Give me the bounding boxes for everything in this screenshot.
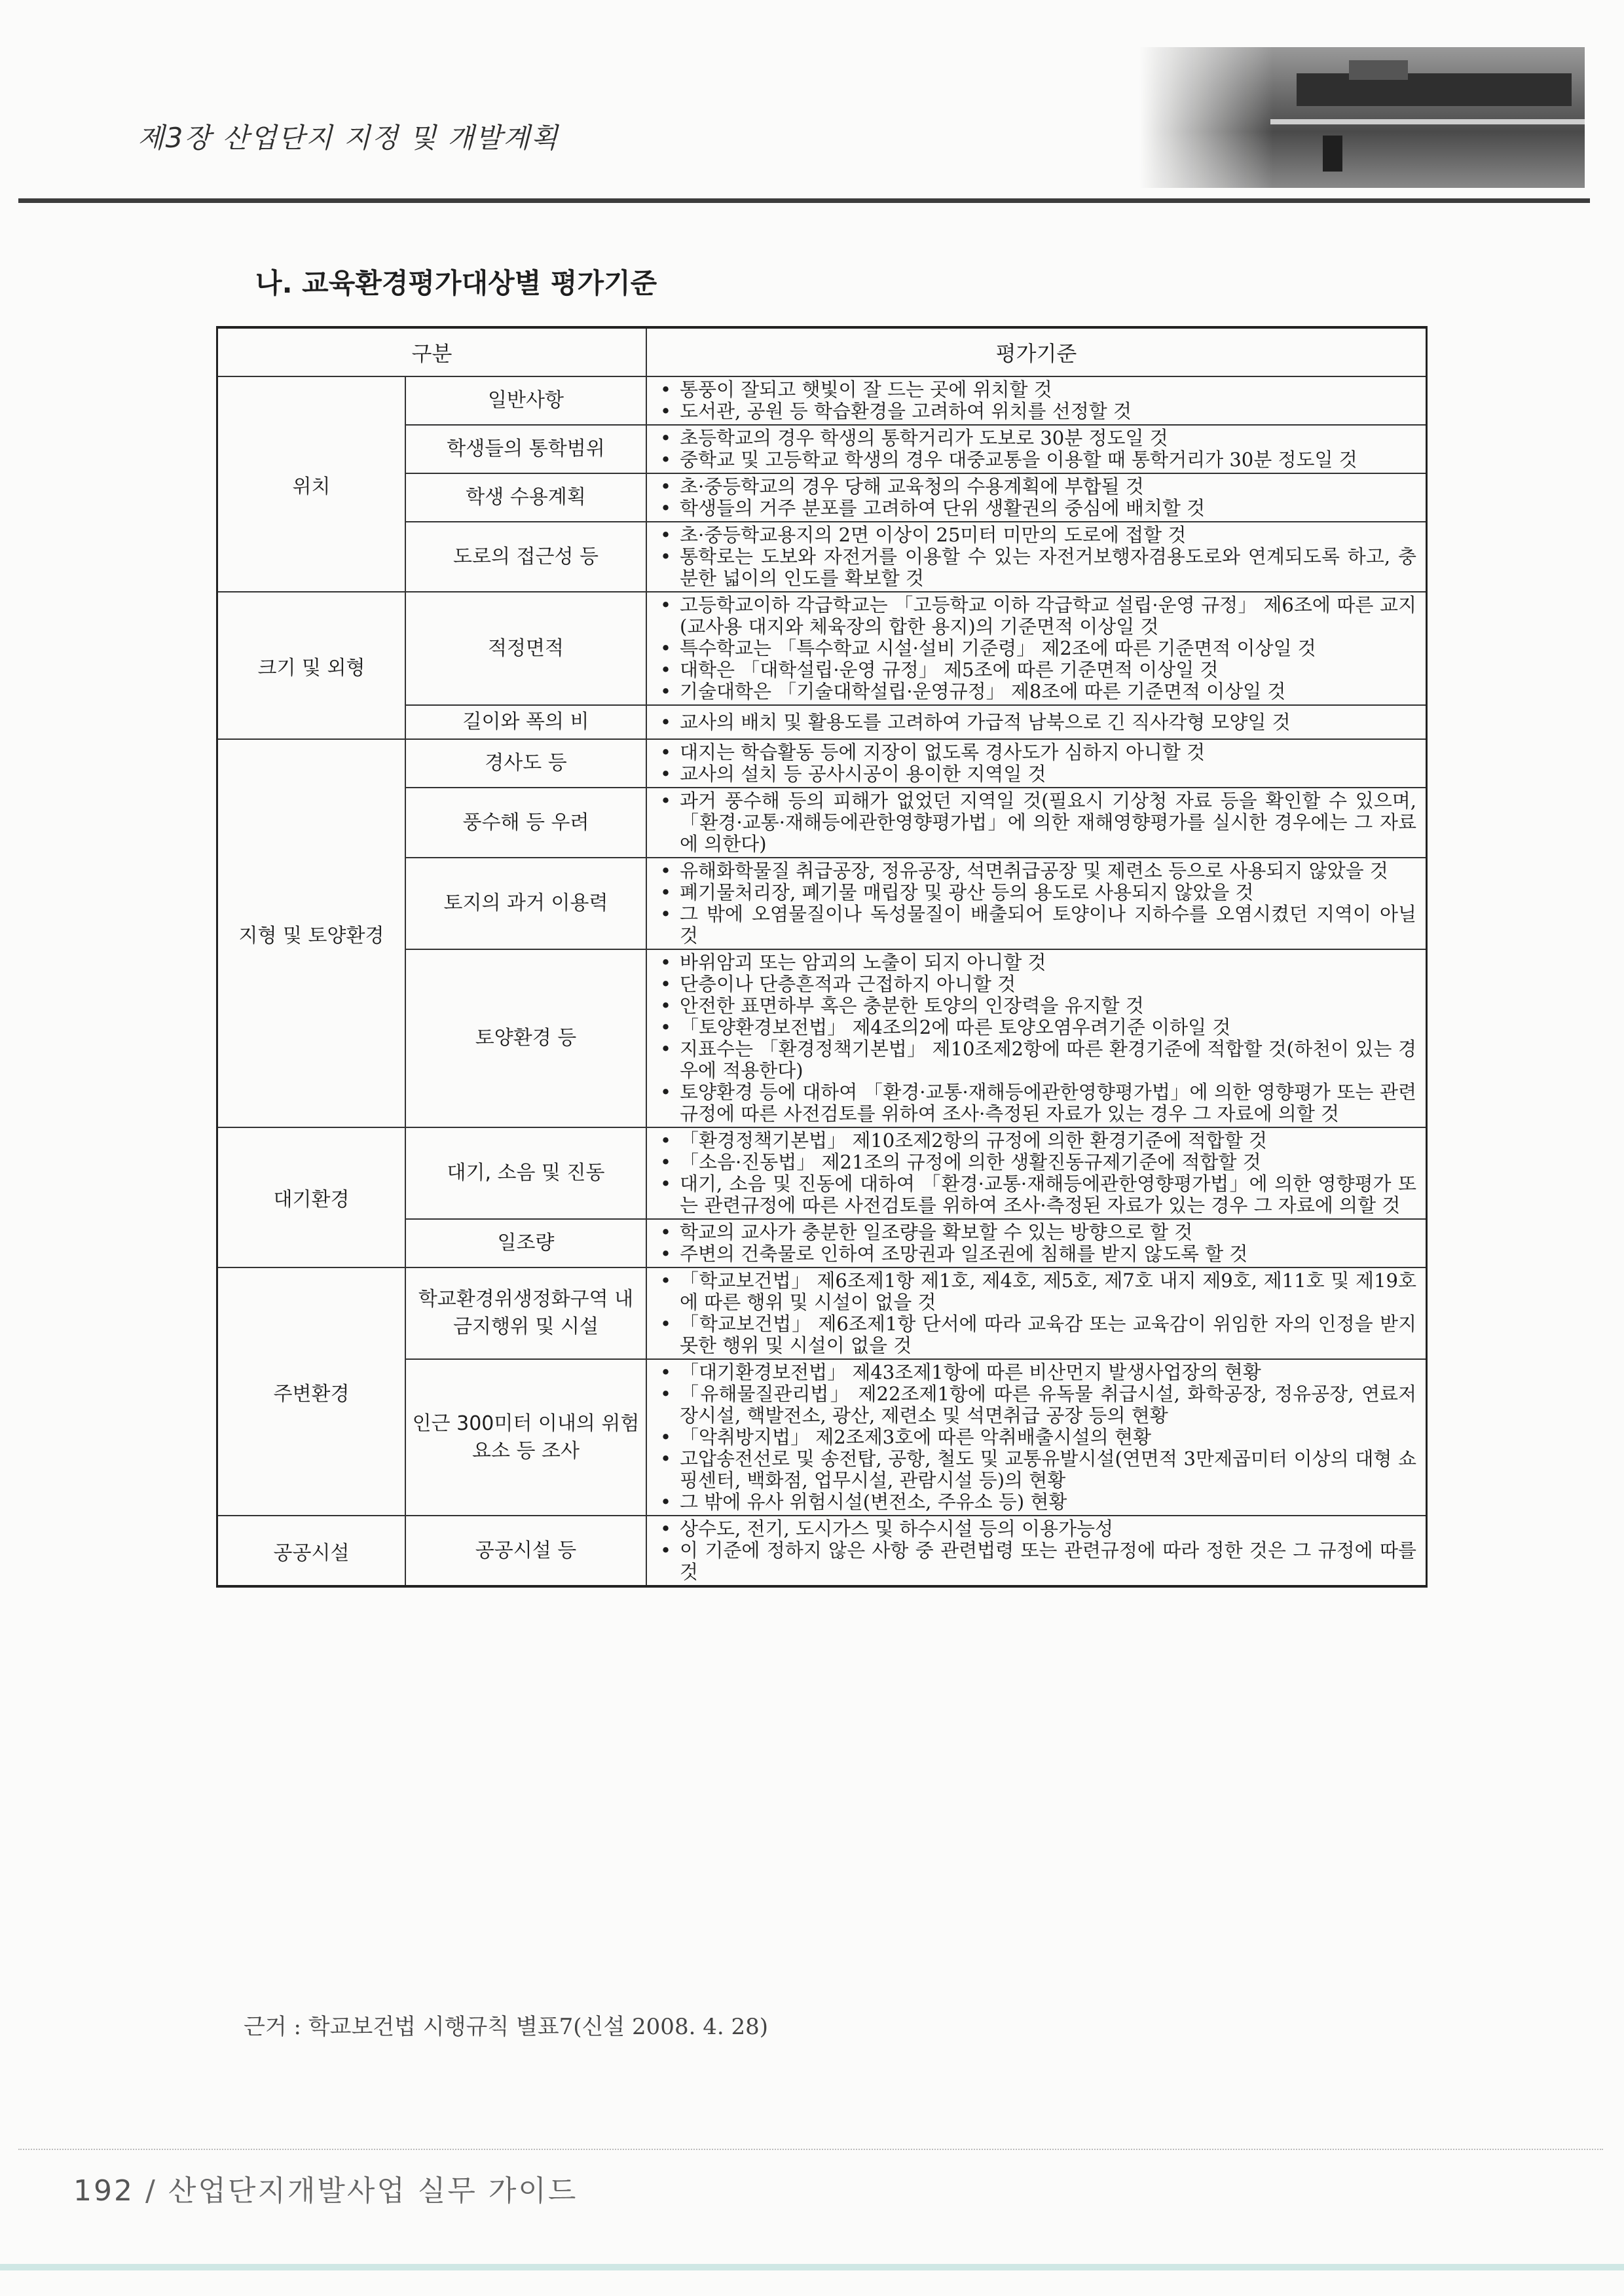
criteria-cell [646, 522, 1427, 592]
column-header-category: 구분 [217, 327, 647, 376]
category-cell: 지형 및 토양환경 [217, 739, 406, 1127]
category-cell: 대기환경 [217, 1127, 406, 1267]
criteria-item: • 교사의 배치 및 활용도를 고려하여 가급적 남북으로 긴 직사각형 모양일 것 [656, 712, 1416, 733]
criteria-item: • 과거 풍수해 등의 피해가 없었던 지역일 것(필요시 기상청 자료 등을 확인할 수 있으며, 「환경·교통·재해등에관한영향평가법」에 의한 재해영향평가를 실시한 경우에는 그 자료에 의한다) [656, 790, 1416, 855]
criteria-cell [646, 1516, 1427, 1586]
criteria-item: • 교사의 설치 등 공사시공이 용이한 지역일 것 [656, 763, 1416, 785]
subcategory-cell: 풍수해 등 우려 [405, 788, 646, 858]
criteria-item: • 통풍이 잘되고 햇빛이 잘 드는 곳에 위치할 것 [656, 379, 1416, 401]
column-header-criteria: 평가기준 [646, 327, 1427, 376]
subcategory-cell: 일반사항 [405, 376, 646, 425]
criteria-cell [646, 705, 1427, 739]
section-title: 나. 교육환경평가대상별 평가기준 [255, 267, 657, 299]
criteria-item: • 바위암괴 또는 암괴의 노출이 되지 아니할 것 [656, 952, 1416, 974]
criteria-item: • 학교의 교사가 충분한 일조량을 확보할 수 있는 방향으로 할 것 [656, 1222, 1416, 1243]
criteria-item: • 기술대학은 「기술대학설립·운영규정」 제8조에 따른 기준면적 이상일 것 [656, 681, 1416, 702]
criteria-item: • 주변의 건축물로 인하여 조망권과 일조권에 침해를 받지 않도록 할 것 [656, 1243, 1416, 1265]
table-row [217, 376, 1427, 425]
table-row [217, 1516, 1427, 1586]
criteria-cell [646, 1127, 1427, 1219]
criteria-cell [646, 376, 1427, 425]
subcategory-cell: 일조량 [405, 1219, 646, 1267]
criteria-item: • 상수도, 전기, 도시가스 및 하수시설 등의 이용가능성 [656, 1518, 1416, 1540]
criteria-item: • 통학로는 도보와 자전거를 이용할 수 있는 자전거보행자겸용도로와 연계되도록 하고, 충분한 넓이의 인도를 확보할 것 [656, 546, 1416, 589]
header-rule [18, 198, 1590, 203]
criteria-item: • 유해화학물질 취급공장, 정유공장, 석면취급공장 및 제련소 등으로 사용되지 않았을 것 [656, 860, 1416, 882]
category-cell: 크기 및 외형 [217, 592, 406, 739]
chapter-title: 제3장 산업단지 지정 및 개발계획 [138, 122, 559, 154]
bottom-band [0, 2264, 1624, 2270]
subcategory-cell: 학교환경위생정화구역 내 금지행위 및 시설 [405, 1267, 646, 1359]
criteria-item: • 「유해물질관리법」 제22조제1항에 따른 유독물 취급시설, 화학공장, 정유공장, 연료저장시설, 핵발전소, 광산, 제련소 및 석면취급 공장 등의 현황 [656, 1383, 1416, 1427]
subcategory-cell: 학생들의 통학범위 [405, 425, 646, 473]
criteria-item: • 초·중등학교의 경우 당해 교육청의 수용계획에 부합될 것 [656, 476, 1416, 498]
criteria-cell [646, 788, 1427, 858]
subcategory-cell: 토양환경 등 [405, 949, 646, 1127]
criteria-item: • 도서관, 공원 등 학습환경을 고려하여 위치를 선정할 것 [656, 401, 1416, 422]
footer-separator: / [145, 2174, 157, 2208]
criteria-item: • 학생들의 거주 분포를 고려하여 단위 생활권의 중심에 배치할 것 [656, 498, 1416, 519]
criteria-cell [646, 473, 1427, 522]
category-cell: 위치 [217, 376, 406, 592]
criteria-item: • 초·중등학교용지의 2면 이상이 25미터 미만의 도로에 접할 것 [656, 524, 1416, 546]
criteria-item: • 초등학교의 경우 학생의 통학거리가 도보로 30분 정도일 것 [656, 428, 1416, 449]
criteria-item: • 고등학교이하 각급학교는 「고등학교 이하 각급학교 설립·운영 규정」 제6조에 따른 교지(교사용 대지와 체육장의 합한 용지)의 기준면적 이상일 것 [656, 594, 1416, 638]
criteria-cell [646, 1219, 1427, 1267]
criteria-item: • 단층이나 단층흔적과 근접하지 아니할 것 [656, 974, 1416, 995]
criteria-item: • 그 밖에 유사 위험시설(변전소, 주유소 등) 현황 [656, 1491, 1416, 1513]
criteria-item: • 중학교 및 고등학교 학생의 경우 대중교통을 이용할 때 통학거리가 30분 정도일 것 [656, 449, 1416, 471]
table-header-row [217, 327, 1427, 376]
criteria-item: • 지표수는 「환경정책기본법」 제10조제2항에 따른 환경기준에 적합할 것(하천이 있는 경우에 적용한다) [656, 1038, 1416, 1082]
subcategory-cell: 토지의 과거 이용력 [405, 858, 646, 949]
criteria-cell [646, 949, 1427, 1127]
criteria-item: • 대학은 「대학설립·운영 규정」 제5조에 따른 기준면적 이상일 것 [656, 659, 1416, 681]
book-title: 산업단지개발사업 실무 가이드 [168, 2174, 578, 2208]
criteria-item: • 폐기물처리장, 폐기물 매립장 및 광산 등의 용도로 사용되지 않았을 것 [656, 882, 1416, 903]
criteria-item: • 특수학교는 「특수학교 시설·설비 기준령」 제2조에 따른 기준면적 이상일 것 [656, 638, 1416, 659]
criteria-item: • 이 기준에 정하지 않은 사항 중 관련법령 또는 관련규정에 따라 정한 것은 그 규정에 따를 것 [656, 1540, 1416, 1583]
criteria-item: • 토양환경 등에 대하여 「환경·교통·재해등에관한영향평가법」에 의한 영향평가 또는 관련규정에 따른 사전검토를 위하여 조사·측정된 자료가 있는 경우 그 자료에 의할 것 [656, 1082, 1416, 1125]
criteria-item: • 「악취방지법」 제2조제3호에 따른 악취배출시설의 현황 [656, 1427, 1416, 1448]
criteria-cell [646, 592, 1427, 705]
table-row [217, 1127, 1427, 1219]
subcategory-cell: 도로의 접근성 등 [405, 522, 646, 592]
criteria-item: • 「학교보건법」 제6조제1항 단서에 따라 교육감 또는 교육감이 위임한 자의 인정을 받지 못한 행위 및 시설이 없을 것 [656, 1313, 1416, 1357]
criteria-item: • 「대기환경보전법」 제43조제1항에 따른 비산먼지 발생사업장의 현황 [656, 1362, 1416, 1383]
subcategory-cell: 인근 300미터 이내의 위험요소 등 조사 [405, 1359, 646, 1516]
criteria-cell [646, 739, 1427, 788]
header-photo [1139, 47, 1585, 188]
subcategory-cell: 길이와 폭의 비 [405, 705, 646, 739]
criteria-item: • 「환경정책기본법」 제10조제2항의 규정에 의한 환경기준에 적합할 것 [656, 1130, 1416, 1152]
subcategory-cell: 공공시설 등 [405, 1516, 646, 1586]
criteria-cell [646, 1267, 1427, 1359]
category-cell: 주변환경 [217, 1267, 406, 1516]
table-row [217, 1267, 1427, 1359]
criteria-item: • 「소음·진동법」 제21조의 규정에 의한 생활진동규제기준에 적합할 것 [656, 1152, 1416, 1173]
category-cell: 공공시설 [217, 1516, 406, 1586]
criteria-item: • 「학교보건법」 제6조제1항 제1호, 제4호, 제5호, 제7호 내지 제9호, 제11호 및 제19호에 따른 행위 및 시설이 없을 것 [656, 1270, 1416, 1313]
criteria-item: • 안전한 표면하부 혹은 충분한 토양의 인장력을 유지할 것 [656, 995, 1416, 1017]
page-footer [73, 2167, 578, 2209]
source-note: 근거 : 학교보건법 시행규칙 별표7(신설 2008. 4. 28) [244, 2014, 768, 2040]
page-number: 192 [73, 2174, 134, 2208]
footer-divider [18, 2149, 1603, 2150]
table-row [217, 739, 1427, 788]
subcategory-cell: 경사도 등 [405, 739, 646, 788]
criteria-item: • 「토양환경보전법」 제4조의2에 따른 토양오염우려기준 이하일 것 [656, 1017, 1416, 1038]
subcategory-cell: 학생 수용계획 [405, 473, 646, 522]
criteria-item: • 대기, 소음 및 진동에 대하여 「환경·교통·재해등에관한영향평가법」에 의한 영향평가 또는 관련규정에 따른 사전검토를 위하여 조사·측정된 자료가 있는 경우 그 자료에 의할 것 [656, 1173, 1416, 1216]
criteria-item: • 고압송전선로 및 송전탑, 공항, 철도 및 교통유발시설(연면적 3만제곱미터 이상의 대형 쇼핑센터, 백화점, 업무시설, 관람시설 등)의 현황 [656, 1448, 1416, 1491]
table-row [217, 592, 1427, 705]
subcategory-cell: 적정면적 [405, 592, 646, 705]
criteria-item: • 대지는 학습활동 등에 지장이 없도록 경사도가 심하지 아니할 것 [656, 742, 1416, 763]
criteria-cell [646, 858, 1427, 949]
criteria-cell [646, 1359, 1427, 1516]
subcategory-cell: 대기, 소음 및 진동 [405, 1127, 646, 1219]
evaluation-table [216, 326, 1428, 1588]
criteria-item: • 그 밖에 오염물질이나 독성물질이 배출되어 토양이나 지하수를 오염시켰던 지역이 아닐 것 [656, 903, 1416, 947]
criteria-cell [646, 425, 1427, 473]
